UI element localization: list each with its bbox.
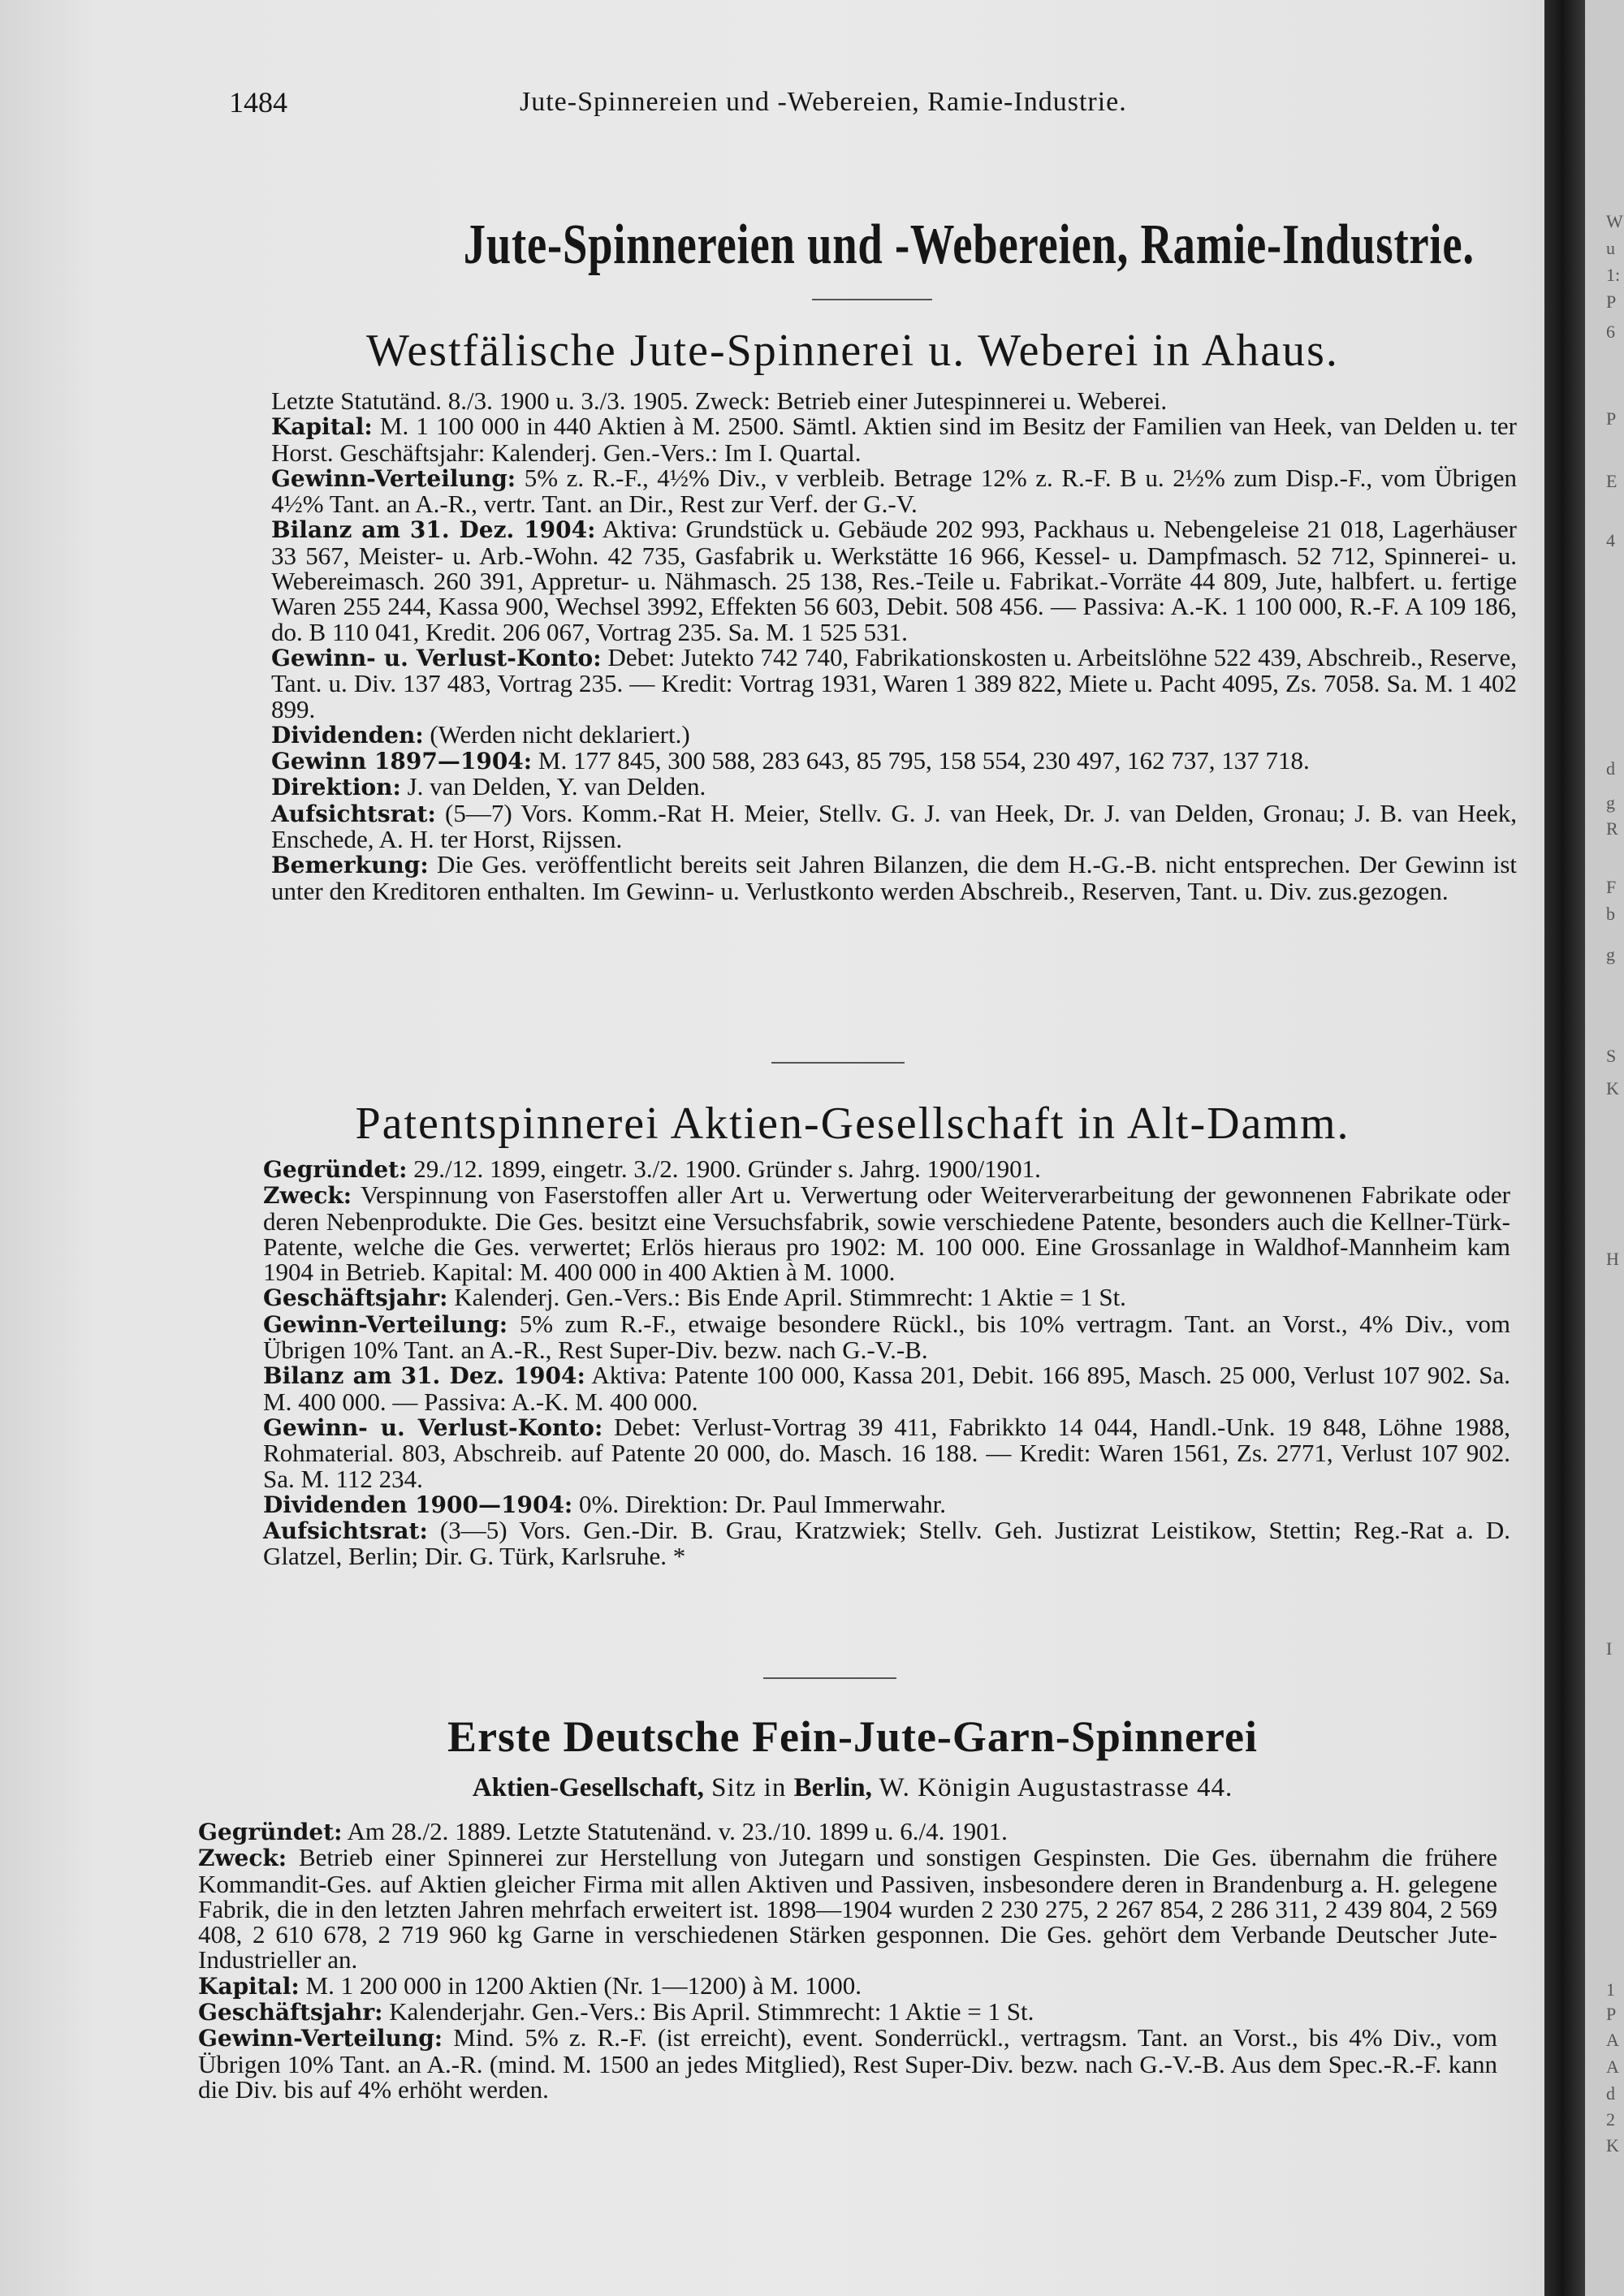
subtitle-city: Berlin, bbox=[793, 1773, 872, 1802]
paragraph-direktion: Direktion: J. van Delden, Y. van Delden. bbox=[271, 772, 706, 801]
paragraph-bilanz: Bilanz am 31. Dez. 1904: Aktiva: Patente 100 000, Kassa 201, Debit. 166 895, Masch. 25 000, Verlust 107 902. Sa. M. 400 000. — Passiva: A.-K. M. 400 000. bbox=[263, 1361, 1510, 1416]
margin-fragment: g bbox=[1606, 792, 1615, 813]
label-gewinn-verlust: Gewinn- u. Verlust-Konto: bbox=[263, 1413, 603, 1441]
margin-fragment: u bbox=[1606, 238, 1615, 258]
paragraph-statute: Letzte Statutänd. 8./3. 1900 u. 3./3. 1905. Zweck: Betrieb einer Jutespinnerei u. Weberei. bbox=[271, 386, 1168, 415]
margin-fragment: d bbox=[1606, 2083, 1615, 2104]
margin-fragment: R bbox=[1606, 818, 1618, 839]
margin-fragment: 1 bbox=[1606, 1979, 1615, 2000]
margin-fragment: b bbox=[1606, 904, 1615, 924]
label-gewinn-verteilung: Gewinn-Verteilung: bbox=[198, 2025, 443, 2052]
margin-fragment: K bbox=[1606, 2135, 1619, 2156]
paragraph-zweck: Zweck: Betrieb einer Spinnerei zur Herstellung von Jutegarn und sonstigen Gespinsten. Die Ges. übernahm die frühere Kommandit-Ges. auf Aktien gleicher Firma mit allen Aktiven und Passiven, insbesondere deren in Brandenburg a. H. gelegene Fabrik, die in den letzten Jahren mehrfach erweitert ist. 1898—1904 wurden 2 230 275, 2 267 854, 2 286 311, 2 439 804, 2 569 408, 2 610 678, 2 719 960 kg Garne in verschiedenen Stärken gesponnen. Die Ges. gehört dem Verbande Deutscher Jute-Industrieller an. bbox=[198, 1843, 1497, 1974]
paragraph-gewinn-verlust: Gewinn- u. Verlust-Konto: Debet: Jutekto 742 740, Fabrikationskosten u. Arbeitslöhne 522 439, Abschreib., Reserve, Tant. u. Div. 137 483, Vortrag 235. — Kredit: Vortrag 1931, Waren 1 389 822, Miete u. Pacht 4095, Zs. 7058. Sa. M. 1 402 899. bbox=[271, 642, 1518, 723]
section-heading: Jute-Spinnereien und -Webereien, Ramie-Industrie. bbox=[463, 214, 1475, 276]
paragraph-gewinn-verteilung: Gewinn-Verteilung: 5% z. R.-F., 4½% Div., v verbleib. Betrage 12% z. R.-F. B u. 2½% zum Disp.-F., vom Übrigen 4½% Tant. an A.-R., vertr. Tant. an Dir., Rest zur Verf. der G.-V. bbox=[271, 463, 1518, 519]
paragraph-geschaeftsjahr: Geschäftsjahr: Kalenderjahr. Gen.-Vers.: Bis April. Stimmrecht: 1 Aktie = 1 St. bbox=[198, 1997, 1034, 2026]
label-gewinn-verteilung: Gewinn-Verteilung: bbox=[263, 1310, 508, 1338]
paragraph-gegruendet: Gegründet: Am 28./2. 1889. Letzte Statutenänd. v. 23./10. 1899 u. 6./4. 1901. bbox=[198, 1817, 1008, 1845]
label-zweck: Zweck: bbox=[263, 1182, 352, 1210]
margin-fragment: g bbox=[1606, 944, 1615, 965]
company-title-erste-deutsche: Erste Deutsche Fein-Jute-Garn-Spinnerei bbox=[447, 1712, 1258, 1761]
margin-fragment: I bbox=[1606, 1638, 1613, 1659]
label-kapital: Kapital: bbox=[271, 413, 373, 441]
label-geschaeftsjahr: Geschäftsjahr: bbox=[198, 1999, 383, 2026]
running-head bbox=[0, 85, 1267, 126]
paragraph-dividenden: Dividenden 1900—1904: 0%. Direktion: Dr. Paul Immerwahr. bbox=[263, 1489, 947, 1518]
paragraph-aufsichtsrat: Aufsichtsrat: (3—5) Vors. Gen.-Dir. B. Grau, Kratzwiek; Stellv. Geh. Justizrat Leistikow, Stettin; Reg.-Rat a. D. Glatzel, Berlin; Dir. G. Türk, Karlsruhe. * bbox=[263, 1516, 1511, 1571]
paragraph-gewinn-verlust: Gewinn- u. Verlust-Konto: Debet: Verlust-Vortrag 39 411, Fabrikkto 14 044, Handl.-Unk. 19 848, Löhne 1988, Rohmaterial. 803, Abschreib. auf Patente 20 000, do. Masch. 16 188. — Kredit: Waren 1561, Zs. 2771, Verlust 107 902. Sa. M. 112 234. bbox=[263, 1412, 1511, 1493]
paragraph-kapital: Kapital: M. 1 200 000 in 1200 Aktien (Nr. 1—1200) à M. 1000. bbox=[198, 1970, 862, 2000]
margin-fragment: P bbox=[1606, 291, 1617, 312]
margin-fragment: P bbox=[1606, 408, 1617, 429]
paragraph-gewinn-verteilung: Gewinn-Verteilung: 5% zum R.-F., etwaige besondere Rückl., bis 10% vertragm. Tant. an Vorst., 4% Div., vom Übrigen 10% Tant. an A.-R., Rest Super-Div. bezw. nach G.-V.-B. bbox=[263, 1309, 1511, 1365]
label-bilanz: Bilanz am 31. Dez. 1904: bbox=[271, 516, 596, 544]
label-gewinn-verlust: Gewinn- u. Verlust-Konto: bbox=[271, 644, 602, 671]
label-aufsichtsrat: Aufsichtsrat: bbox=[271, 800, 436, 827]
margin-fragment: d bbox=[1606, 758, 1615, 779]
subtitle-company-form: Aktien-Gesellschaft, bbox=[472, 1773, 704, 1802]
margin-fragment: A bbox=[1606, 2056, 1619, 2077]
margin-fragment: F bbox=[1606, 877, 1617, 897]
entry-separator bbox=[771, 1062, 905, 1064]
label-aufsichtsrat: Aufsichtsrat: bbox=[263, 1517, 428, 1545]
paragraph-zweck: Zweck: Verspinnung von Faserstoffen aller Art u. Verwertung oder Weiterverarbeitung der gewonnenen Fabrikate oder deren Nebenprodukte. Die Ges. besitzt eine Versuchsfabrik, sowie verschiedene Patente, besonders auch die Kellner-Türk-Patente, welche die Ges. verwertet; Erlös hieraus pro 1902: M. 100 000. Eine Grossanlage in Waldhof-Mannheim kam 1904 in Betrieb. Kapital: M. 400 000 in 400 Aktien à M. 1000. bbox=[263, 1180, 1510, 1287]
paragraph-bilanz: Bilanz am 31. Dez. 1904: Aktiva: Grundstück u. Gebäude 202 993, Packhaus u. Nebengeleise 21 018, Lagerhäuser 33 567, Meister- u. Arb.-Wohn. 42 735, Gasfabrik u. Werkstätte 16 966, Kessel- u. Dampfmasch. 52 712, Spinnerei- u. Webereimasch. 260 391, Appretur- u. Nähmasch. 25 138, Res.-Teile u. Fabrikat.-Vorräte 44 809, Jute, halbfert. u. fertige Waren 255 244, Kassa 900, Wechsel 3992, Effekten 56 603, Debit. 508 456. — Passiva: A.-K. 1 100 000, R.-F. A 109 186, do. B 110 041, Kredit. 206 067, Vortrag 235. Sa. M. 1 525 531. bbox=[271, 515, 1517, 646]
paragraph-geschaeftsjahr: Geschäftsjahr: Kalenderj. Gen.-Vers.: Bis Ende April. Stimmrecht: 1 Aktie = 1 St. bbox=[263, 1283, 1126, 1312]
label-gewinn-jahre: Gewinn 1897—1904: bbox=[271, 748, 533, 775]
paragraph-dividenden: Dividenden: (Werden nicht deklariert.) bbox=[271, 719, 690, 749]
label-bilanz: Bilanz am 31. Dez. 1904: bbox=[263, 1362, 585, 1390]
running-title: Jute-Spinnereien und -Webereien, Ramie-Industrie. bbox=[520, 87, 1127, 117]
margin-fragment: S bbox=[1606, 1046, 1617, 1066]
label-dividenden: Dividenden 1900—1904: bbox=[263, 1491, 573, 1518]
margin-fragment: 2 bbox=[1606, 2109, 1615, 2130]
section-rule bbox=[812, 299, 932, 300]
company-title-patentspinnerei: Patentspinnerei Aktien-Gesellschaft in Alt-Damm. bbox=[355, 1098, 1350, 1149]
margin-fragment: H bbox=[1606, 1249, 1619, 1269]
label-gegruendet: Gegründet: bbox=[263, 1156, 408, 1183]
label-zweck: Zweck: bbox=[198, 1845, 287, 1872]
margin-fragment: P bbox=[1606, 2004, 1617, 2024]
book-binding-shadow bbox=[1544, 0, 1585, 2296]
label-direktion: Direktion: bbox=[271, 774, 401, 801]
margin-fragment: W bbox=[1606, 211, 1623, 231]
page-number: 1484 bbox=[229, 86, 287, 119]
paragraph-aufsichtsrat: Aufsichtsrat: (5—7) Vors. Komm.-Rat H. Meier, Stellv. G. J. van Heek, Dr. J. van Delden, Gronau; J. B. van Heek, Enschede, A. H. ter Horst, Rijssen. bbox=[271, 798, 1518, 854]
entry-westfaelische bbox=[219, 388, 1517, 904]
entry-erste-deutsche bbox=[198, 1819, 1497, 2102]
entry-patentspinnerei bbox=[211, 1156, 1510, 1569]
facing-page-edge bbox=[1585, 0, 1624, 2296]
paragraph-gegruendet: Gegründet: 29./12. 1899, eingetr. 3./2. 1900. Gründer s. Jahrg. 1900/1901. bbox=[263, 1154, 1041, 1183]
company-subtitle: Aktien-Gesellschaft, Sitz in Berlin, W. Königin Augustastrasse 44. bbox=[472, 1773, 1233, 1802]
label-geschaeftsjahr: Geschäftsjahr: bbox=[263, 1284, 448, 1312]
company-title-westfaelische: Westfälische Jute-Spinnerei u. Weberei in Ahaus. bbox=[366, 326, 1339, 376]
entry-separator bbox=[763, 1677, 896, 1679]
margin-fragment: 1: bbox=[1606, 265, 1621, 285]
paragraph-gewinn-verteilung: Gewinn-Verteilung: Mind. 5% z. R.-F. (ist erreicht), event. Sonderrückl., vertragsm. Tant. an Vorst., bis 4% Div., vom Übrigen 10% Tant. an A.-R. (mind. M. 1500 an jedes Mitglied), Rest Super-Div. bezw. nach G.-V.-B. Aus dem Spec.-R.-F. kann die Div. bis auf 4% erhöht werden. bbox=[198, 2023, 1498, 2104]
label-kapital: Kapital: bbox=[198, 1972, 300, 2000]
label-gewinn-verteilung: Gewinn-Verteilung: bbox=[271, 464, 516, 492]
margin-fragment: 4 bbox=[1606, 530, 1615, 550]
margin-fragment: E bbox=[1606, 471, 1618, 491]
paragraph-gewinn-jahre: Gewinn 1897—1904: M. 177 845, 300 588, 283 643, 85 795, 158 554, 230 497, 162 737, 137 718. bbox=[271, 746, 1310, 775]
margin-fragment: A bbox=[1606, 2030, 1619, 2050]
label-dividenden: Dividenden: bbox=[271, 721, 424, 749]
margin-fragment: 6 bbox=[1606, 322, 1615, 342]
paragraph-bemerkung: Bemerkung: Die Ges. veröffentlicht bereits seit Jahren Bilanzen, die dem H.-G.-B. nicht entsprechen. Der Gewinn ist unter den Kreditoren enthalten. Im Gewinn- u. Verlustkonto werden Abschreib., Reserven, Tant. u. Div. zus.gezogen. bbox=[271, 850, 1517, 905]
label-gegruendet: Gegründet: bbox=[198, 1819, 343, 1845]
margin-fragment: K bbox=[1606, 1078, 1619, 1098]
paragraph-kapital: Kapital: M. 1 100 000 in 440 Aktien à M. 2500. Sämtl. Aktien sind im Besitz der Familien van Heek, van Delden u. ter Horst. Geschäftsjahr: Kalenderj. Gen.-Vers.: Im I. Quartal. bbox=[271, 412, 1518, 467]
label-bemerkung: Bemerkung: bbox=[271, 852, 429, 879]
